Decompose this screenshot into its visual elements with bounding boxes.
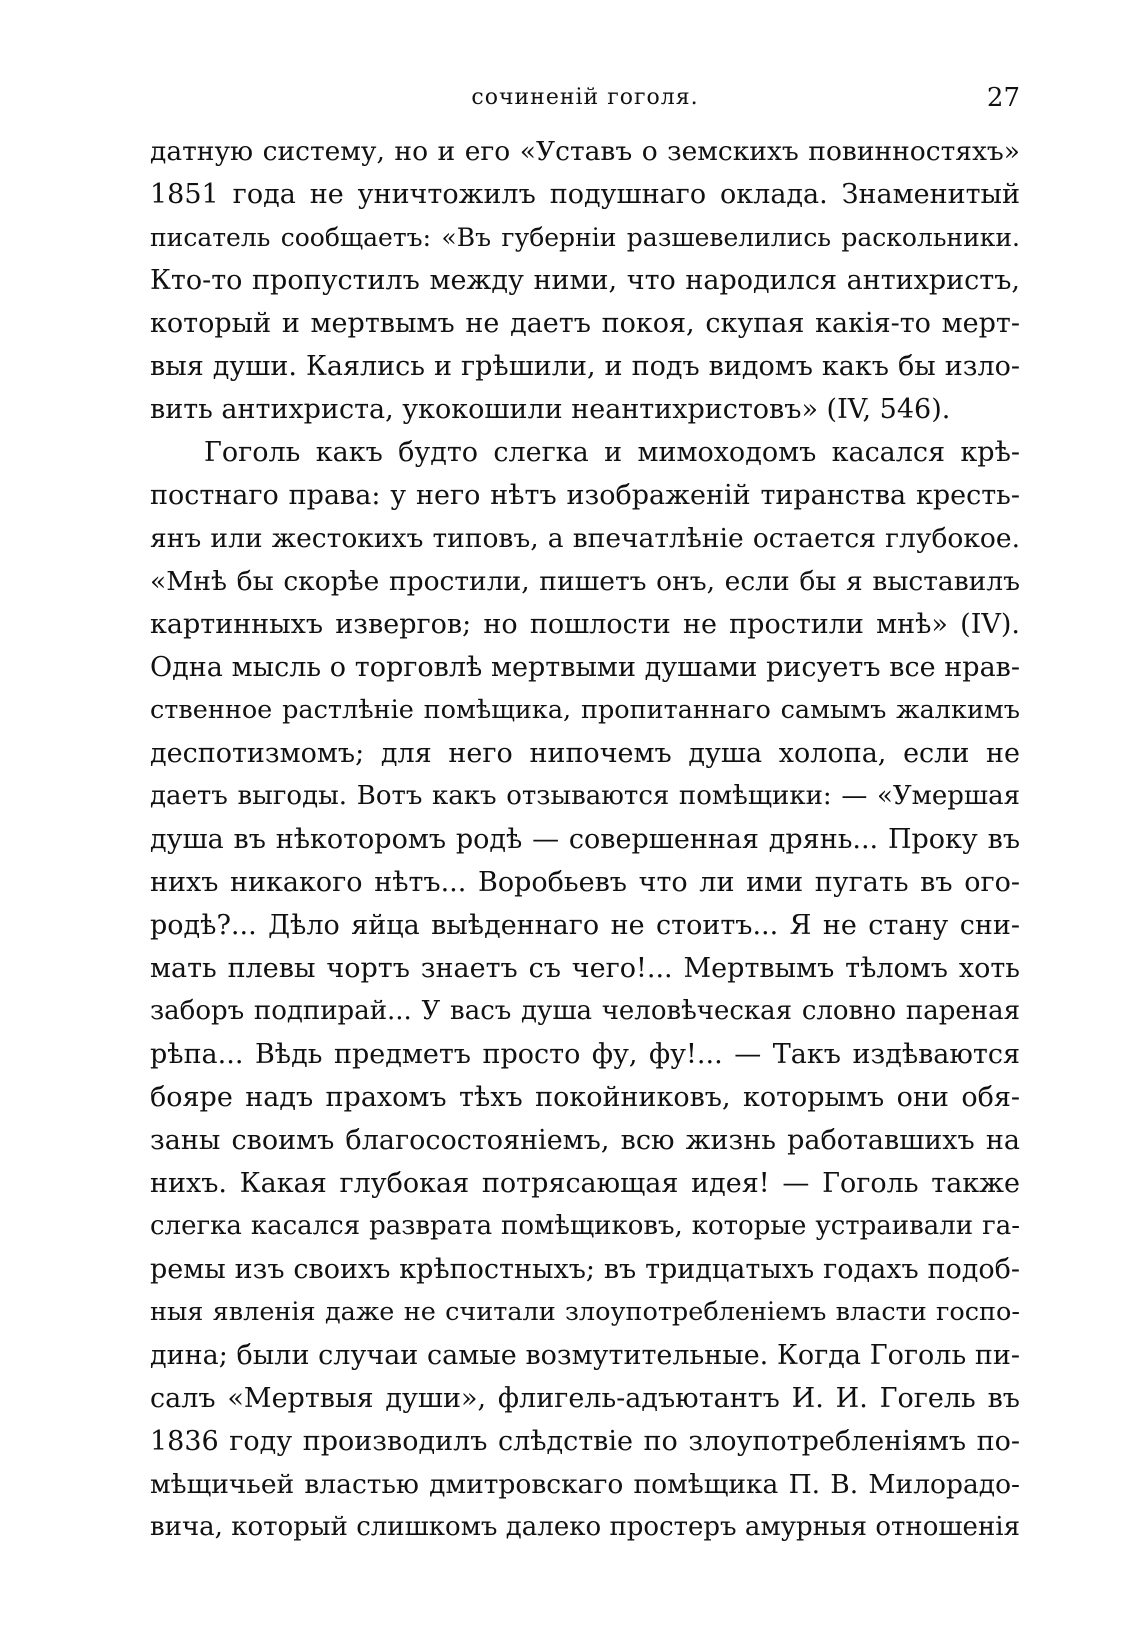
text-line: рѣпа... Вѣдь предметъ просто фу, фу!... — Такъ издѣваются xyxy=(150,1039,1020,1070)
text-line: бояре надъ прахомъ тѣхъ покойниковъ, которымъ они обя- xyxy=(150,1082,1020,1113)
text-line: слегка касался разврата помѣщиковъ, которые устраивали га- xyxy=(150,1211,1020,1241)
text-line: датную систему, но и его «Уставъ о земскихъ повинностяхъ» xyxy=(150,136,1020,167)
text-line: выя души. Каялись и грѣшили, и подъ видомъ какъ бы изло- xyxy=(150,351,1020,382)
text-line: картинныхъ извергов; но пошлости не простили мнѣ» (IV). xyxy=(150,609,1020,640)
text-line: душа въ нѣкоторомъ родѣ — совершенная дрянь... Проку въ xyxy=(150,824,1020,855)
text-line: который и мертвымъ не даетъ покоя, скупая какія-то мерт- xyxy=(150,308,1020,339)
text-line: деспотизмомъ; для него нипочемъ душа холопа, если не xyxy=(150,738,1020,769)
text-line: родѣ?... Дѣло яйца выѣденнаго не стоитъ... Я не стану сни- xyxy=(150,910,1020,941)
page-number: 27 xyxy=(986,83,1020,113)
text-line: ственное растлѣніе помѣщика, пропитаннаго самымъ жалкимъ xyxy=(150,695,1020,725)
text-line: нихъ никакого нѣтъ... Воробьевъ что ли ими пугать въ ого- xyxy=(150,867,1020,898)
text-line: ремы изъ своихъ крѣпостныхъ; въ тридцатыхъ годахъ подоб- xyxy=(150,1254,1020,1285)
text-line: 1851 года не уничтожилъ подушнаго оклада. Знаменитый xyxy=(150,179,1020,210)
text-line: мать плевы чортъ знаетъ съ чего!... Мертвымъ тѣломъ хоть xyxy=(150,953,1020,984)
body-text xyxy=(150,130,1020,1549)
text-line: Одна мысль о торговлѣ мертвыми душами рисуетъ все нрав- xyxy=(150,652,1020,683)
text-line: 1836 году производилъ слѣдствіе по злоупотребленіямъ по- xyxy=(150,1426,1020,1457)
text-line: постнаго права: у него нѣтъ изображеній тиранства кресть- xyxy=(150,480,1020,511)
text-line: вить антихриста, укокошили неантихристовъ» (IV, 546). xyxy=(150,394,951,425)
running-title: сочиненій гоголя. xyxy=(471,85,699,110)
text-line: Гоголь какъ будто слегка и мимоходомъ касался крѣ- xyxy=(204,437,1020,468)
text-line: Кто-то пропустилъ между ними, что народился антихристъ, xyxy=(150,265,1020,296)
running-head xyxy=(150,78,1020,118)
text-line: салъ «Мертвыя души», флигель-адъютантъ И. И. Гогель въ xyxy=(150,1383,1020,1414)
text-line: «Мнѣ бы скорѣе простили, пишетъ онъ, если бы я выставилъ xyxy=(150,566,1020,597)
text-line: янъ или жестокихъ типовъ, а впечатлѣніе остается глубокое. xyxy=(150,523,1020,554)
text-line: дина; были случаи самые возмутительные. Когда Гоголь пи- xyxy=(150,1340,1020,1371)
text-line: нихъ. Какая глубокая потрясающая идея! — Гоголь также xyxy=(150,1168,1020,1199)
text-line: даетъ выгоды. Вотъ какъ отзываются помѣщики: — «Умершая xyxy=(150,781,1020,811)
text-line: ныя явленія даже не считали злоупотребленіемъ власти госпо- xyxy=(150,1297,1020,1327)
text-line: вича, который слишкомъ далеко простеръ амурныя отношенія xyxy=(150,1512,1020,1542)
text-line: мѣщичьей властью дмитровскаго помѣщика П. В. Милорадо- xyxy=(150,1469,1020,1500)
text-line: писатель сообщаетъ: «Въ губерніи разшевелились раскольники. xyxy=(150,223,1020,252)
text-line: заны своимъ благосостояніемъ, всю жизнь работавшихъ на xyxy=(150,1125,1020,1156)
text-line: заборъ подпирай... У васъ душа человѣческая словно пареная xyxy=(150,996,1020,1026)
